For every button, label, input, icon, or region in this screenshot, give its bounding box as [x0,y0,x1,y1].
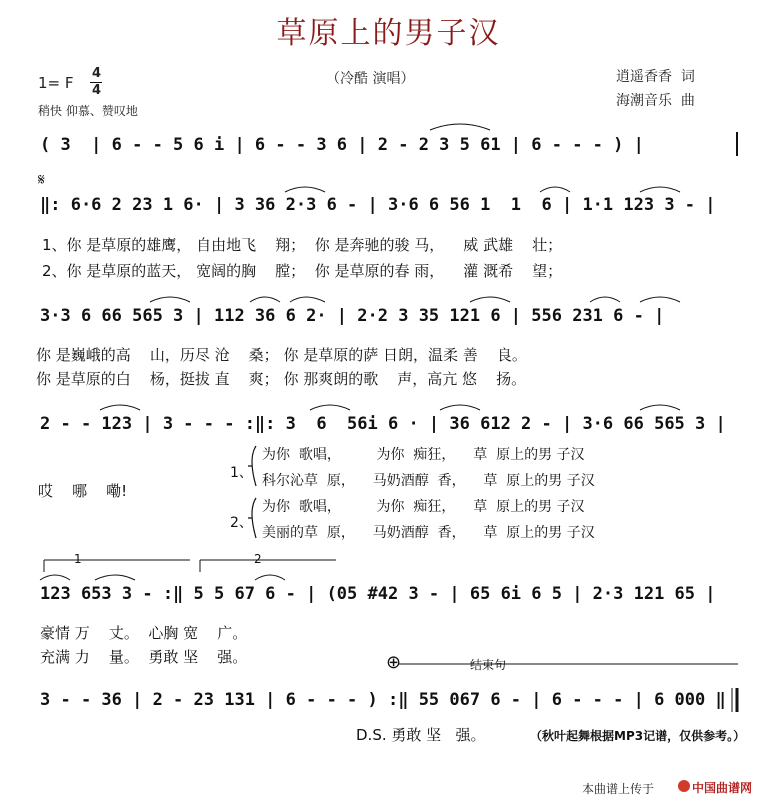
time-signature-top: 4 [92,66,102,81]
lyric-line-3b: 你 是草原的白 杨，挺拔 直 爽； 你 那爽朗的歌 声，高亢 悠 扬。 [36,370,527,388]
verse-brace [248,446,256,486]
notation-line-2: ‖: 6·6 2 23 1 6· | 3 36 2·3 6 - | 3·6 6 56 1 1 6 | 1·1 123 3 - | [40,195,716,215]
lyric-hai-na-lei: 哎 哪 嘞! [38,482,128,500]
slur [540,187,570,192]
lyric-line-5a: 豪情 万 丈。 心胸 宽 广。 [40,624,248,642]
slur [310,405,350,410]
notation-line-4: 2 - - 123 | 3 - - - :‖: 3 6 56i 6 · | 36 612 2 - | 3·6 66 565 3 | [40,414,726,434]
key-signature: 1= F [38,74,74,92]
lyric-line-4c: 为你 歌唱， 为你 痴狂， 草 原上的男 子汉 [262,499,585,515]
slur [440,405,480,410]
slur [150,297,190,302]
transcription-remark: （秋叶起舞根据MP3记谱，仅供参考。） [530,729,746,743]
time-signature-bottom: 4 [92,83,102,98]
singer-credit: （冷酷 演唱） [326,71,415,87]
slur [290,297,325,302]
composer-credit: 海潮音乐 曲 [616,93,695,109]
segno-sign: 𝄋 [38,170,45,189]
slur [640,297,680,302]
slur [250,297,280,302]
verse-number-2: 2、 [230,515,253,531]
ending-label: 结束句 [470,658,507,672]
page-title: 草原上的男子汉 [276,16,501,51]
site-logo: 中国曲谱网 [692,781,753,795]
tempo-marking: 稍快 仰慕、赞叹地 [38,104,138,118]
lyric-line-2b: 2、你 是草原的蓝天， 宽阔的胸 膛； 你 是草原的春 雨， 灌 溉希 望； [42,262,563,280]
slur [285,187,325,192]
lyric-line-6: D.S. 勇敢 坚 强。 [356,726,486,744]
lyric-line-4b: 科尔沁草 原， 马奶酒醇 香， 草 原上的男 子汉 [262,473,595,489]
notation-line-6: 3 - - 36 | 2 - 23 131 | 6 - - - ) :‖ 55 067 6 - | 6 - - - | 6 000 ‖ [40,690,726,710]
slur [470,297,510,302]
volta-2-label: 2 [254,552,262,566]
slur [95,575,135,580]
slur [430,124,490,130]
slur [255,575,285,580]
slur [640,405,680,410]
lyricist-credit: 逍遥香香 词 [616,69,695,85]
lyric-line-5b: 充满 力 量。 勇敢 坚 强。 [40,648,248,666]
volta-1-label: 1 [74,552,82,566]
lyric-line-4a: 为你 歌唱， 为你 痴狂， 草 原上的男 子汉 [262,447,585,463]
slur [100,405,140,410]
lyric-line-3a: 你 是巍峨的高 山，历尽 沧 桑； 你 是草原的萨 日朗，温柔 善 良。 [36,346,527,364]
coda-sign: ⊕ [386,652,402,673]
notation-line-5: 123 653 3 - :‖ 5 5 67 6 - | (05 #42 3 - | 65 6i 6 5 | 2·3 121 65 | [40,584,716,604]
verse-number-1: 1、 [230,465,253,481]
notation-line-3: 3·3 6 66 565 3 | 112 36 6 2· | 2·2 3 35 121 6 | 556 231 6 - | [40,306,665,326]
slur [590,297,620,302]
lyric-line-2a: 1、你 是草原的雄鹰， 自由地飞 翔； 你 是奔驰的骏 马， 威 武雄 壮； [42,236,563,254]
site-logo-mark [678,780,690,792]
lyric-line-4d: 美丽的草 原， 马奶酒醇 香， 草 原上的男 子汉 [262,525,595,541]
slur [40,575,70,580]
slur [640,187,680,192]
upload-note: 本曲谱上传于 [582,782,655,796]
verse-brace [248,498,256,538]
notation-line-1: ( 3 | 6 - - 5 6 i | 6 - - 3 6 | 2 - 2 3 5 61 | 6 - - - ) | [40,135,644,155]
